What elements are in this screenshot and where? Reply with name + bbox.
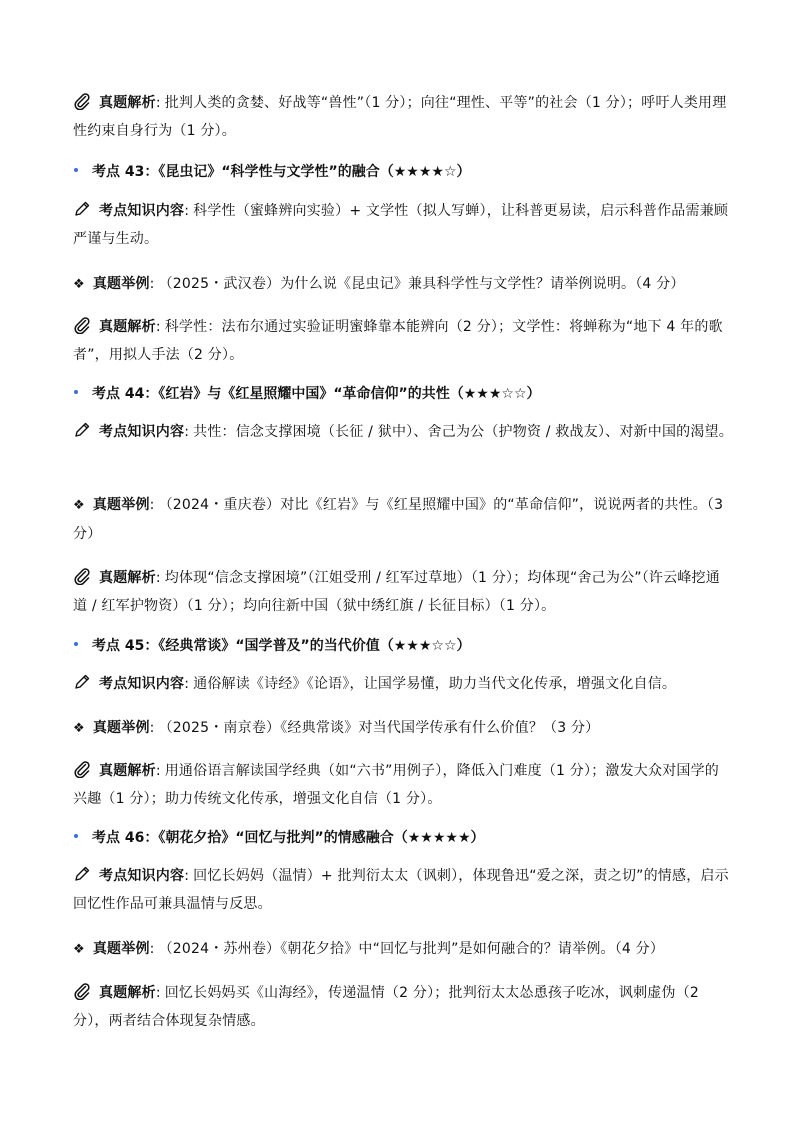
example-label: 真题举例	[92, 941, 150, 957]
knowledge-text: 通俗解读《诗经》《论语》，让国学易懂，助力当代文化传承，增强文化自信。	[193, 676, 677, 692]
example-text: （2025・南京卷）《经典常谈》对当代国学传承有什么价值？（3 分）	[158, 720, 600, 736]
knowledge-label: 考点知识内容	[99, 868, 185, 884]
knowledge-text: 共性：信念支撑困境（长征 / 狱中）、舍己为公（护物资 / 救战友）、对新中国的渴望。	[193, 424, 733, 440]
diamond-bullet-icon: ❖	[73, 942, 85, 957]
paperclip-icon	[73, 316, 91, 334]
knowledge-text: 回忆长妈妈（温情）+ 批判衍太太（讽刺），体现鲁迅“爱之深，责之切”的情感，启示回忆性作品可兼具温情与反思。	[73, 868, 729, 912]
knowledge-block: 考点知识内容: 通俗解读《诗经》《论语》，让国学易懂，助力当代文化传承，增强文化自信。	[73, 670, 733, 698]
knowledge-label: 考点知识内容	[99, 203, 185, 219]
example-text: （2025・武汉卷）为什么说《昆虫记》兼具科学性与文学性？请举例说明。（4 分）	[158, 276, 685, 292]
paperclip-icon	[73, 92, 91, 110]
knowledge-block: 考点知识内容: 科学性（蜜蜂辨向实验）+ 文学性（拟人写蝉），让科普更易读，启示科普作品需兼顾严谨与生动。	[73, 197, 733, 253]
example-text: （2024・苏州卷）《朝花夕拾》中“回忆与批判”是如何融合的？请举例。（4 分）	[158, 941, 665, 957]
example-block: ❖ 真题举例: （2024・重庆卷）对比《红岩》与《红星照耀中国》的“革命信仰”，说说两者的共性。（3 分）	[73, 491, 733, 548]
analysis-label: 真题解析	[99, 985, 156, 1001]
analysis-block: 真题解析: 用通俗语言解读国学经典（如“六书”用例子），降低入门难度（1 分）；激发大众对国学的兴趣（1 分）；助力传统文化传承，增强文化自信（1 分）。	[73, 757, 733, 813]
paperclip-icon	[73, 567, 91, 585]
analysis-text: 均体现“信念支撑困境”（江姐受刑 / 红军过草地）（1 分）；均体现“舍己为公”（许云峰挖通道 / 红军护物资）（1 分）；均向往新中国（狱中绣红旗 / 长征目标）（1 分）。	[73, 570, 720, 614]
example-label: 真题举例	[92, 276, 150, 292]
pencil-icon	[73, 673, 91, 691]
analysis-text: 批判人类的贪婪、好战等“兽性”（1 分）；向往“理性、平等”的社会（1 分）；呼吁人类用理性约束自身行为（1 分）。	[73, 95, 727, 139]
topic-heading	[73, 380, 733, 408]
blue-dot-bullet-icon	[74, 642, 78, 646]
knowledge-text: 科学性（蜜蜂辨向实验）+ 文学性（拟人写蝉），让科普更易读，启示科普作品需兼顾严谨与生动。	[73, 203, 729, 247]
topic-title: 考点 45：《经典常谈》“国学普及”的当代价值（★★★☆☆）	[92, 638, 471, 654]
analysis-label: 真题解析	[99, 319, 156, 335]
analysis-block: 真题解析: 批判人类的贪婪、好战等“兽性”（1 分）；向往“理性、平等”的社会（1 分）；呼吁人类用理性约束自身行为（1 分）。	[73, 89, 733, 145]
example-block: ❖ 真题举例: （2024・苏州卷）《朝花夕拾》中“回忆与批判”是如何融合的？请举例。（4 分）	[73, 935, 733, 964]
knowledge-block: 考点知识内容: 共性：信念支撑困境（长征 / 狱中）、舍己为公（护物资 / 救战友）、对新中国的渴望。	[73, 418, 733, 446]
topic-title: 考点 43：《昆虫记》“科学性与文学性”的融合（★★★★☆）	[92, 164, 471, 180]
blue-dot-bullet-icon	[74, 834, 78, 838]
blue-dot-bullet-icon	[74, 390, 78, 394]
analysis-block: 真题解析: 回忆长妈妈买《山海经》，传递温情（2 分）；批判衍太太怂恿孩子吃冰，讽刺虚伪（2 分），两者结合体现复杂情感。	[73, 979, 733, 1035]
knowledge-block: 考点知识内容: 回忆长妈妈（温情）+ 批判衍太太（讽刺），体现鲁迅“爱之深，责之切”的情感，启示回忆性作品可兼具温情与反思。	[73, 862, 733, 918]
analysis-label: 真题解析	[99, 570, 156, 586]
example-block: ❖ 真题举例: （2025・南京卷）《经典常谈》对当代国学传承有什么价值？（3 分）	[73, 714, 733, 743]
knowledge-label: 考点知识内容	[99, 424, 185, 440]
analysis-text: 回忆长妈妈买《山海经》，传递温情（2 分）；批判衍太太怂恿孩子吃冰，讽刺虚伪（2 分），两者结合体现复杂情感。	[73, 985, 699, 1029]
diamond-bullet-icon: ❖	[73, 721, 85, 736]
example-label: 真题举例	[92, 720, 150, 736]
paperclip-icon	[73, 760, 91, 778]
topic-title: 考点 44：《红岩》与《红星照耀中国》“革命信仰”的共性（★★★☆☆）	[92, 386, 541, 402]
example-block: ❖ 真题举例: （2025・武汉卷）为什么说《昆虫记》兼具科学性与文学性？请举例说明。（4 分）	[73, 270, 733, 299]
diamond-bullet-icon: ❖	[73, 277, 85, 292]
analysis-text: 用通俗语言解读国学经典（如“六书”用例子），降低入门难度（1 分）；激发大众对国学的兴趣（1 分）；助力传统文化传承，增强文化自信（1 分）。	[73, 763, 719, 807]
topic-title: 考点 46：《朝花夕拾》“回忆与批判”的情感融合（★★★★★）	[92, 830, 485, 846]
pencil-icon	[73, 200, 91, 218]
topic-heading	[73, 158, 733, 186]
analysis-block: 真题解析: 均体现“信念支撑困境”（江姐受刑 / 红军过草地）（1 分）；均体现“舍己为公”（许云峰挖通道 / 红军护物资）（1 分）；均向往新中国（狱中绣红旗 / 长征目标）（1 分）。	[73, 564, 733, 620]
topic-heading	[73, 824, 733, 852]
example-text: （2024・重庆卷）对比《红岩》与《红星照耀中国》的“革命信仰”，说说两者的共性。（3 分）	[73, 497, 724, 542]
knowledge-label: 考点知识内容	[99, 676, 185, 692]
example-label: 真题举例	[92, 497, 150, 513]
analysis-label: 真题解析	[99, 763, 156, 779]
analysis-block: 真题解析: 科学性：法布尔通过实验证明蜜蜂靠本能辨向（2 分）；文学性：将蝉称为“地下 4 年的歌者”，用拟人手法（2 分）。	[73, 313, 733, 369]
pencil-icon	[73, 865, 91, 883]
pencil-icon	[73, 421, 91, 439]
topic-heading	[73, 632, 733, 660]
analysis-label: 真题解析	[99, 95, 156, 111]
blue-dot-bullet-icon	[74, 168, 78, 172]
analysis-text: 科学性：法布尔通过实验证明蜜蜂靠本能辨向（2 分）；文学性：将蝉称为“地下 4 年的歌者”，用拟人手法（2 分）。	[73, 319, 723, 363]
diamond-bullet-icon: ❖	[73, 498, 85, 513]
paperclip-icon	[73, 982, 91, 1000]
